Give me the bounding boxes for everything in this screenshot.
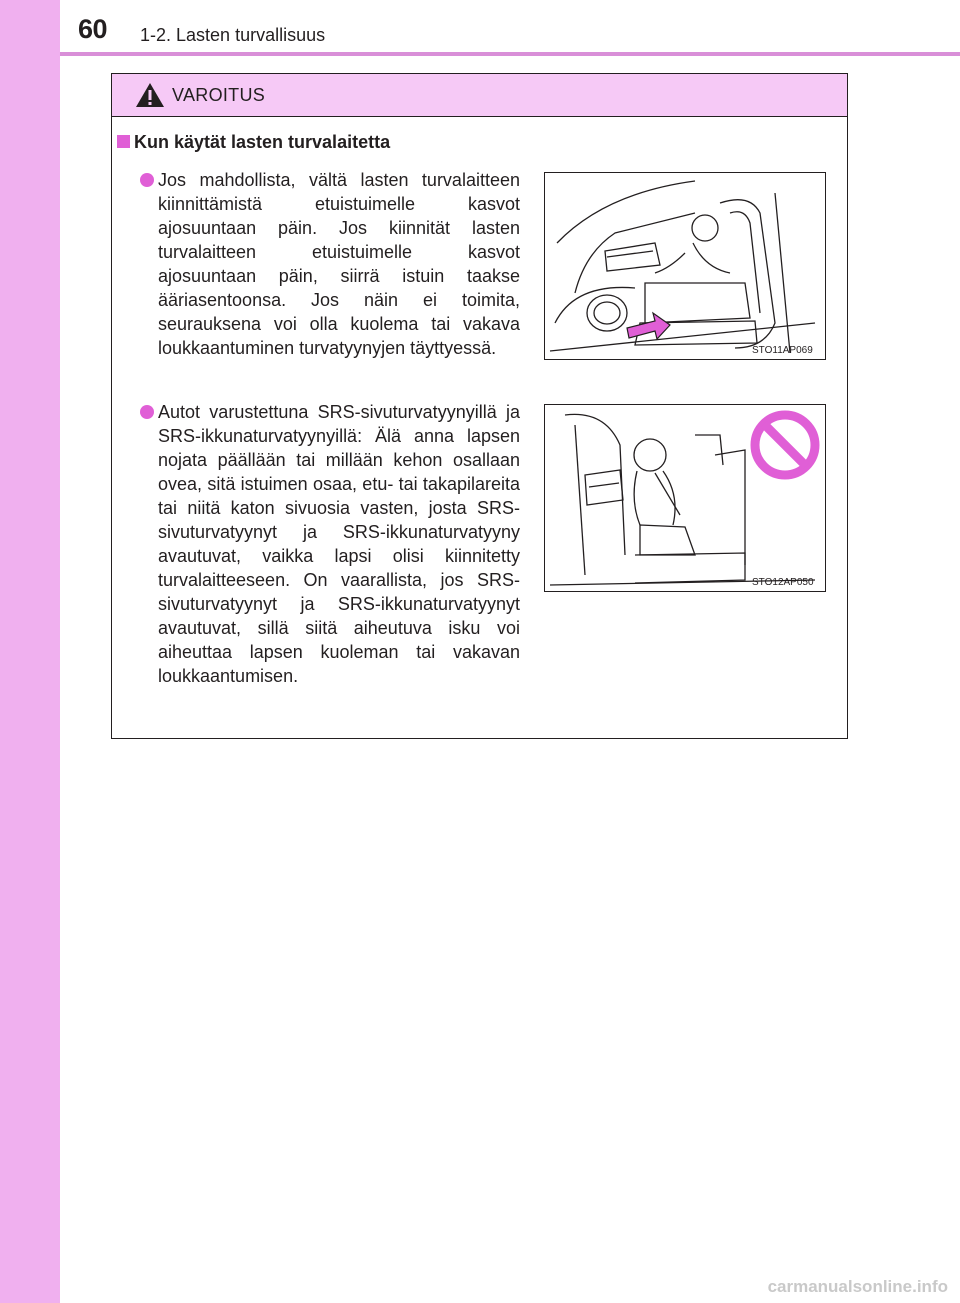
running-head: 1-2. Lasten turvallisuus — [140, 25, 326, 45]
figure-code: STO11AP069 — [752, 345, 813, 356]
child-seat-front-illustration — [545, 173, 824, 358]
warning-item-1 — [140, 168, 520, 360]
figure-child-lean-prohibited — [544, 404, 826, 592]
warning-item-text: Jos mahdollista, vältä lasten turvalaitteen kiinnittämistä etuistuimelle kasvot ajosuuntaan päin. Jos kiinnität lasten turvalaitteen etuistuimelle kasvot ajosuuntaan päin, siirrä istuin taakse ääriasentoonsa. Jos näin ei toimita, seurauksena voi olla kuolema tai vakava loukkaantuminen turvatyynyjen täyttyessä. — [158, 170, 520, 358]
warning-item-text: Autot varustettuna SRS-sivuturvatyynyillä ja SRS-ikkunaturvatyynyillä: Älä anna lapsen nojata päällään tai millään kehon osallaan ovea, sitä istuimen osaa, etu- tai takapilareita tai niitä katon sivuosia vasten, josta SRS-sivuturvatyynyt ja SRS-ikkunaturvatyyny avautuvat, vaikka lapsi olisi kiinnitetty turvalaitteeseen. On vaarallista, jos SRS-sivuturvatyynyt ja SRS-ikkunaturvatyynyt avautuvat, sillä siitä aiheutuva isku voi aiheuttaa lapsen kuoleman tai vakavan loukkaantumisen. — [158, 402, 520, 686]
side-color-strip — [0, 0, 60, 1303]
warning-label: VAROITUS — [172, 85, 266, 105]
child-leaning-illustration — [545, 405, 824, 590]
square-bullet-icon — [117, 135, 130, 148]
round-bullet-icon — [140, 173, 154, 187]
warning-box — [111, 73, 848, 739]
warning-body — [112, 74, 847, 738]
round-bullet-icon — [140, 405, 154, 419]
page-number: 60 — [78, 14, 108, 44]
watermark: carmanualsonline.info — [767, 1277, 948, 1296]
figure-child-seat-front — [544, 172, 826, 360]
header-rule — [60, 52, 960, 56]
figure-code: STO12AP050 — [752, 577, 814, 588]
warning-item-2 — [140, 400, 520, 688]
section-heading-text: Kun käytät lasten turvalaitetta — [134, 132, 391, 152]
